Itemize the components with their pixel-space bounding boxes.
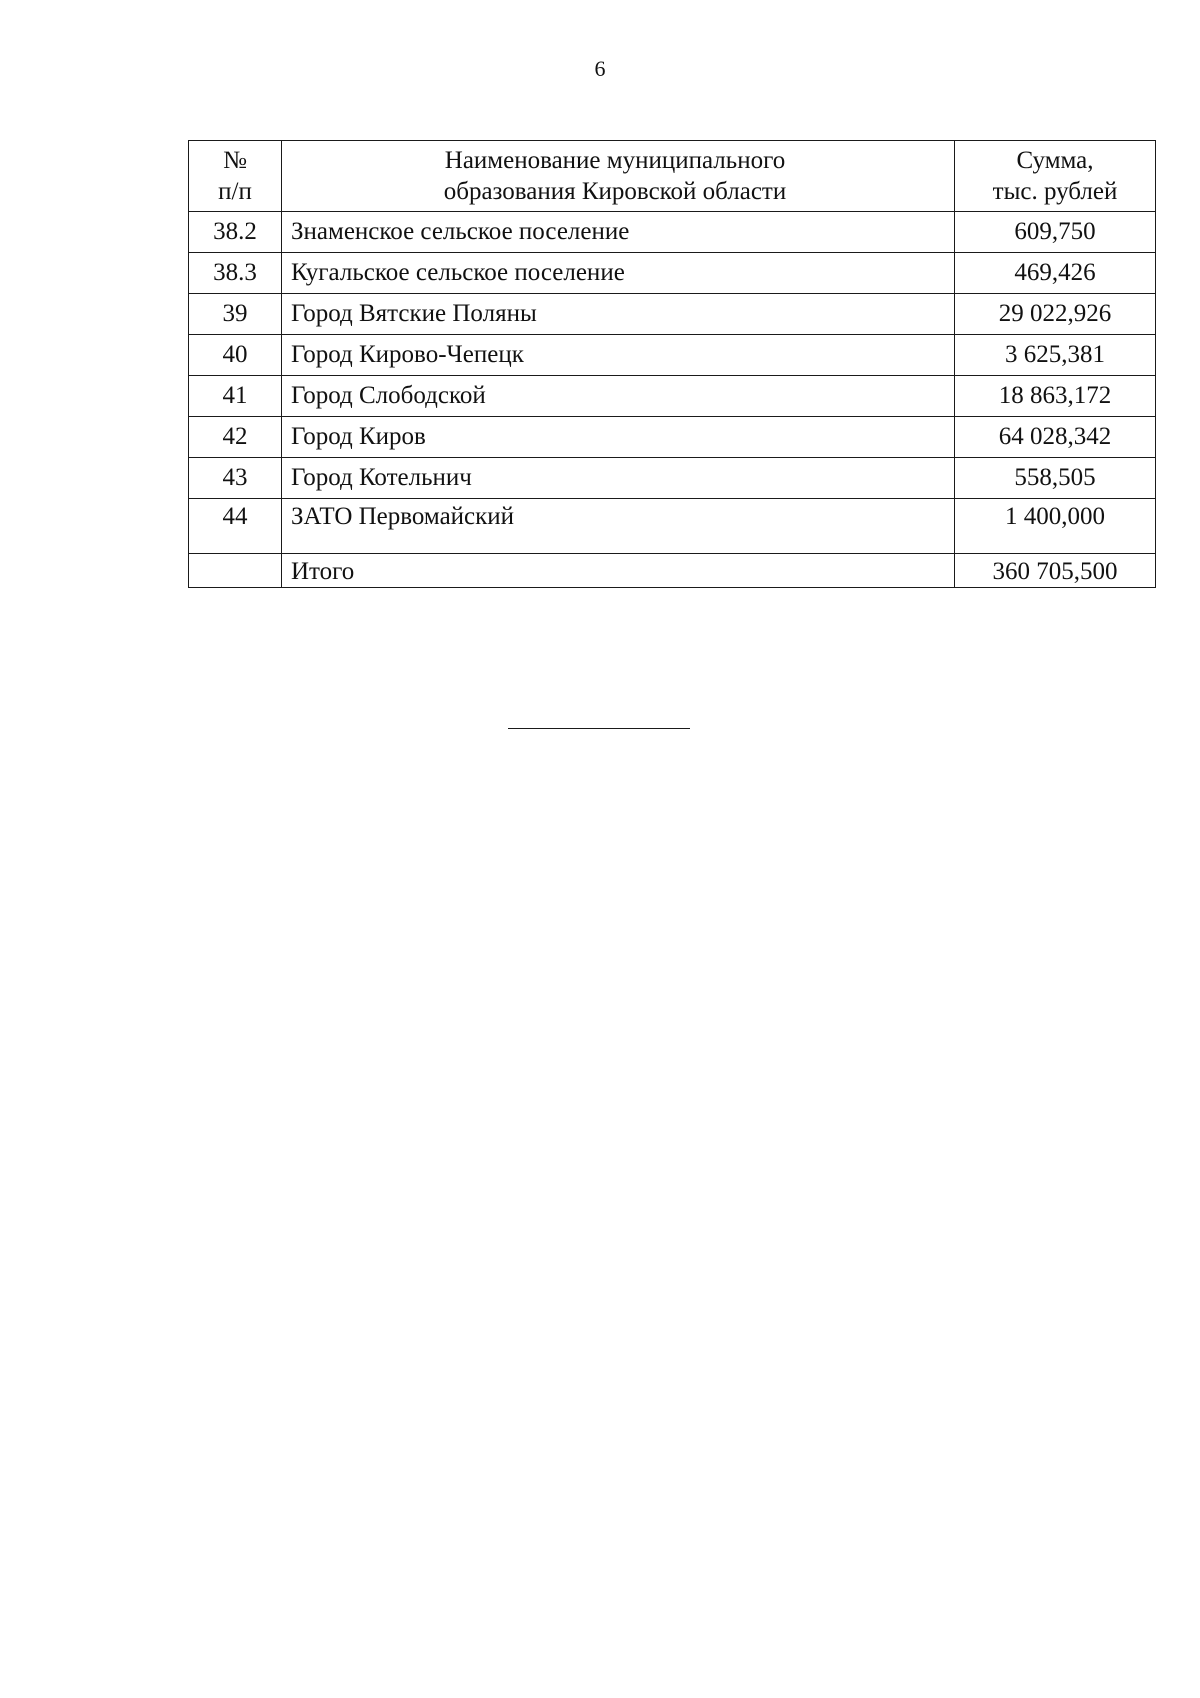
page-number: 6 (594, 56, 606, 81)
table-row (189, 294, 1156, 335)
header-sum-line1: Сумма, (1016, 146, 1094, 174)
row-sum: 558,505 (955, 458, 1156, 499)
row-number: 41 (189, 376, 282, 417)
row-number: 39 (189, 294, 282, 335)
table-row (189, 253, 1156, 294)
row-name: Кугальское сельское поселение (282, 253, 955, 294)
row-name: Город Котельнич (282, 458, 955, 499)
total-label: Итого (282, 554, 955, 588)
table-row (189, 417, 1156, 458)
table-row (189, 458, 1156, 499)
row-sum: 29 022,926 (955, 294, 1156, 335)
row-name: Город Киров (282, 417, 955, 458)
header-sum-line2: тыс. рублей (992, 178, 1118, 205)
row-name: ЗАТО Первомайский (282, 499, 955, 554)
table-row (189, 499, 1156, 554)
header-number-line1: № (223, 146, 247, 174)
row-sum: 1 400,000 (955, 499, 1156, 554)
row-sum: 609,750 (955, 212, 1156, 253)
header-sum (955, 141, 1156, 212)
header-number-line2: п/п (218, 178, 252, 205)
closing-separator-line (508, 728, 690, 729)
table-total-row (189, 554, 1156, 588)
row-number: 44 (189, 499, 282, 554)
header-name-line1: Наименование муниципального (444, 146, 786, 174)
header-municipality-name (282, 141, 955, 212)
row-name: Город Слободской (282, 376, 955, 417)
row-number: 42 (189, 417, 282, 458)
row-sum: 469,426 (955, 253, 1156, 294)
row-number: 38.2 (189, 212, 282, 253)
total-sum: 360 705,500 (955, 554, 1156, 588)
table-row (189, 335, 1156, 376)
table-row (189, 212, 1156, 253)
row-number: 40 (189, 335, 282, 376)
allocation-table (188, 140, 1156, 588)
row-sum: 18 863,172 (955, 376, 1156, 417)
table-header-row (189, 141, 1156, 212)
row-sum: 64 028,342 (955, 417, 1156, 458)
row-name: Знаменское сельское поселение (282, 212, 955, 253)
header-name-line2: образования Кировской области (443, 178, 787, 205)
total-number (189, 554, 282, 588)
table-row (189, 376, 1156, 417)
row-name: Город Вятские Поляны (282, 294, 955, 335)
row-number: 43 (189, 458, 282, 499)
row-name: Город Кирово-Чепецк (282, 335, 955, 376)
row-number: 38.3 (189, 253, 282, 294)
header-number (189, 141, 282, 212)
row-sum: 3 625,381 (955, 335, 1156, 376)
